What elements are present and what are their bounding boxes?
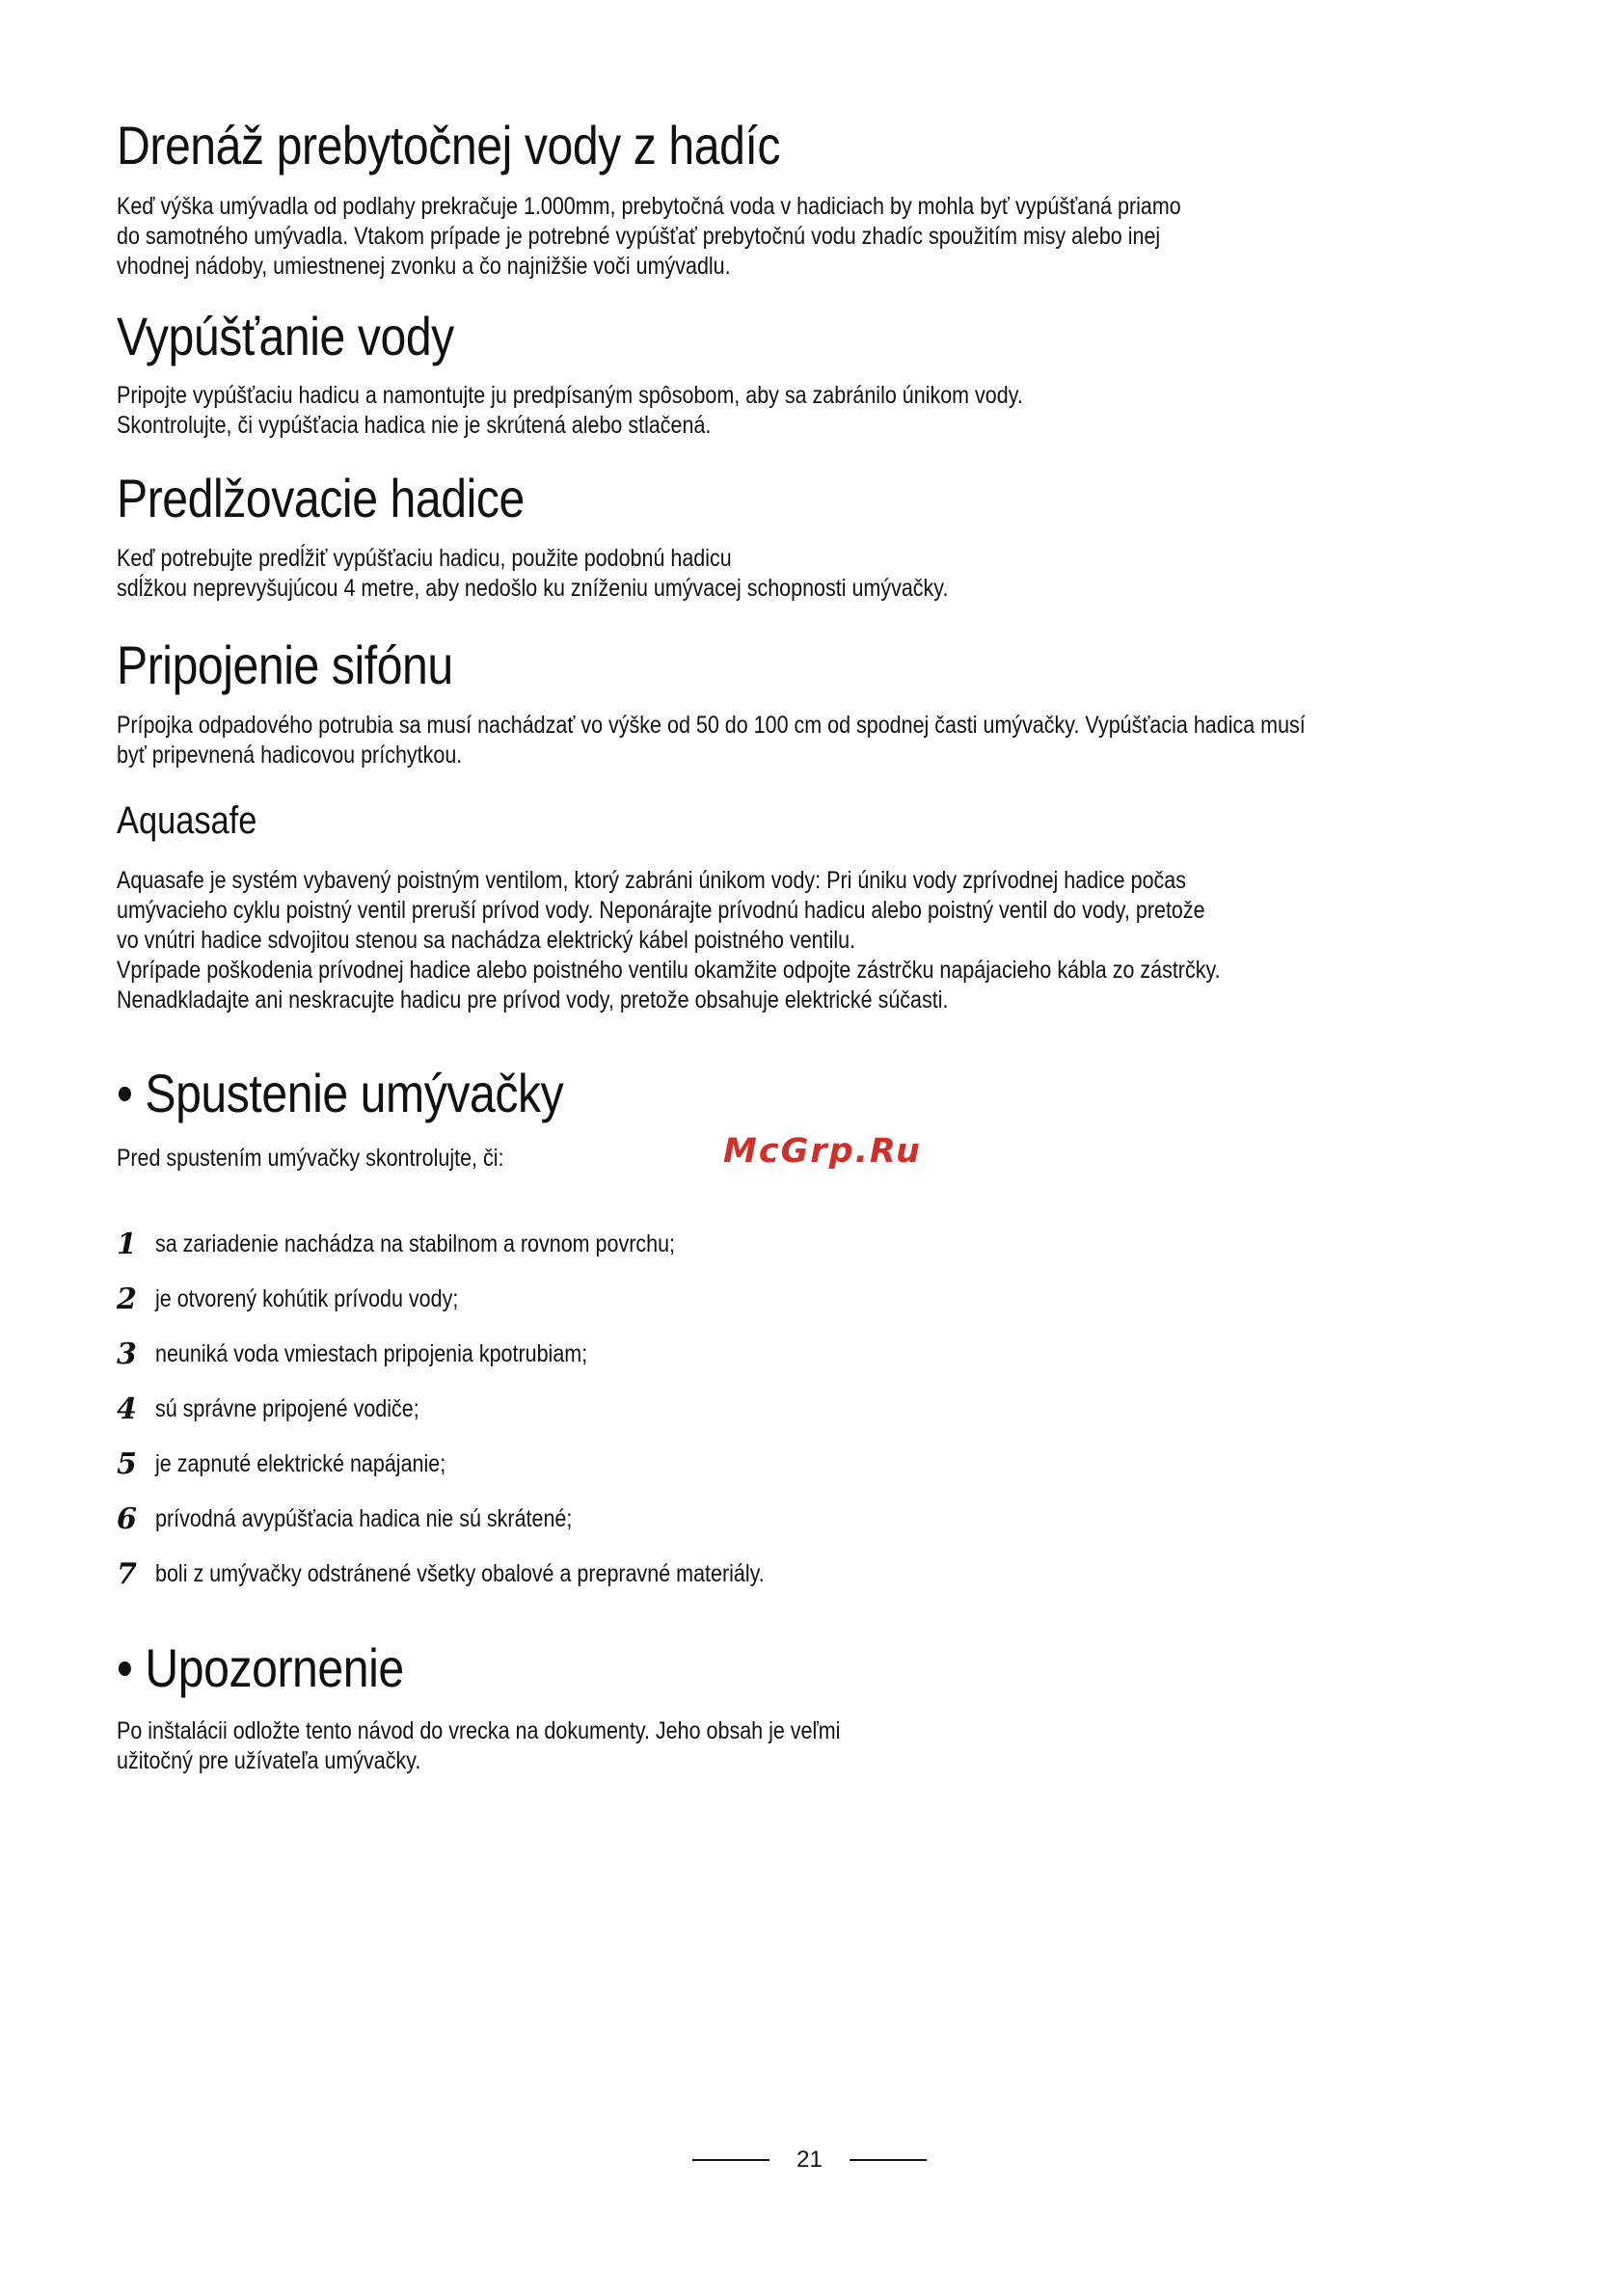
watermark-logo: McGrp.Ru: [723, 1132, 922, 1171]
list-item: [117, 1492, 864, 1547]
text-line: vhodnej nádoby, umiestnenej zvonku a čo najnižšie voči umývadlu.: [117, 253, 731, 280]
list-item: [117, 1217, 864, 1272]
item-number: 7: [117, 1557, 137, 1591]
footer-rule-left: [692, 2159, 769, 2161]
item-text: prívodná avypúšťacia hadica nie sú skrátené;: [155, 1505, 573, 1532]
item-text: boli z umývačky odstránené všetky obalové a prepravné materiály.: [155, 1560, 765, 1587]
section-text-aquasafe: [117, 866, 1510, 1015]
text-line: Nenadkladajte ani neskracujte hadicu pre prívod vody, pretože obsahuje elektrické súčasti.: [117, 986, 949, 1013]
text-line: Keď výška umývadla od podlahy prekračuje 1.000mm, prebytočná voda v hadiciach by mohla byť vypúšťaná priamo: [117, 193, 1181, 220]
list-item: [117, 1382, 864, 1437]
section-text-drenaz: [117, 192, 1510, 282]
footer-rule-right: [850, 2159, 927, 2161]
section-text-upozornenie: [117, 1716, 1510, 1776]
text-line: Pripojte vypúšťaciu hadicu a namontujte ju predpísaným spôsobom, aby sa zabránilo únikom vody.: [117, 382, 1023, 409]
text-line: Skontrolujte, či vypúšťacia hadica nie je skrútená alebo stlačená.: [117, 412, 712, 439]
section-title-spustenie: • Spustenie umývačky: [117, 1063, 564, 1123]
text-line: sdĺžkou neprevyšujúcou 4 metre, aby nedošlo ku zníženiu umývacej schopnosti umývačky.: [117, 575, 949, 602]
list-item: [117, 1272, 864, 1327]
item-number: 3: [117, 1337, 137, 1371]
text-line: Pred spustením umývačky skontrolujte, či:: [117, 1145, 504, 1172]
text-line: Po inštalácii odložte tento návod do vrecka na dokumenty. Jeho obsah je veľmi: [117, 1717, 841, 1744]
item-text: je otvorený kohútik prívodu vody;: [155, 1285, 459, 1312]
startup-checklist: [117, 1217, 864, 1602]
text-line: byť pripevnená hadicovou príchytkou.: [117, 742, 463, 769]
text-line: Prípojka odpadového potrubia sa musí nachádzať vo výške od 50 do 100 cm od spodnej časti umývačky. Vypúšťacia hadica musí: [117, 712, 1306, 739]
list-item: [117, 1327, 864, 1382]
section-title-vypustanie: Vypúšťanie vody: [117, 306, 454, 366]
text-line: do samotného umývadla. Vtakom prípade je potrebné vypúšťať prebytočnú vodu zhadíc spoužitím misy alebo inej: [117, 223, 1161, 250]
item-text: je zapnuté elektrické napájanie;: [155, 1450, 446, 1477]
section-title-drenaz: Drenáž prebytočnej vody z hadíc: [117, 115, 781, 176]
item-number: 2: [117, 1283, 137, 1316]
item-number: 5: [117, 1447, 137, 1481]
item-text: sa zariadenie nachádza na stabilnom a rovnom povrchu;: [155, 1230, 676, 1257]
item-text: neuniká voda vmiestach pripojenia kpotrubiam;: [155, 1340, 588, 1367]
text-line: vo vnútri hadice sdvojitou stenou sa nachádza elektrický kábel poistného ventilu.: [117, 927, 856, 954]
item-number: 4: [117, 1392, 137, 1426]
item-number: 1: [117, 1228, 137, 1261]
section-text-vypustanie: [117, 381, 1510, 441]
text-line: umývacieho cyklu poistný ventil preruší prívod vody. Neponárajte prívodnú hadicu alebo poistný ventil do vody, pretože: [117, 897, 1205, 924]
section-title-upozornenie: • Upozornenie: [117, 1637, 404, 1698]
section-text-sifon: [117, 711, 1510, 770]
text-line: Aquasafe je systém vybavený poistným ventilom, ktorý zabráni únikom vody: Pri úniku vody zprívodnej hadice počas: [117, 867, 1186, 894]
item-text: sú správne pripojené vodiče;: [155, 1395, 419, 1422]
list-item: [117, 1547, 864, 1602]
page-footer: [0, 2141, 1619, 2179]
text-line: Vprípade poškodenia prívodnej hadice alebo poistného ventilu okamžite odpojte zástrčku napájacieho kábla zo zástrčky.: [117, 957, 1221, 984]
section-text-predlzovacie: [117, 544, 1510, 604]
text-line: užitočný pre užívateľa umývačky.: [117, 1747, 421, 1774]
list-item: [117, 1437, 864, 1492]
item-number: 6: [117, 1502, 137, 1536]
section-title-aquasafe: Aquasafe: [117, 799, 257, 842]
section-title-predlzovacie: Predlžovacie hadice: [117, 468, 525, 528]
page-number: 21: [796, 2147, 823, 2173]
section-title-sifon: Pripojenie sifónu: [117, 635, 453, 695]
text-line: Keď potrebujte predĺžiť vypúšťaciu hadicu, použite podobnú hadicu: [117, 545, 732, 572]
